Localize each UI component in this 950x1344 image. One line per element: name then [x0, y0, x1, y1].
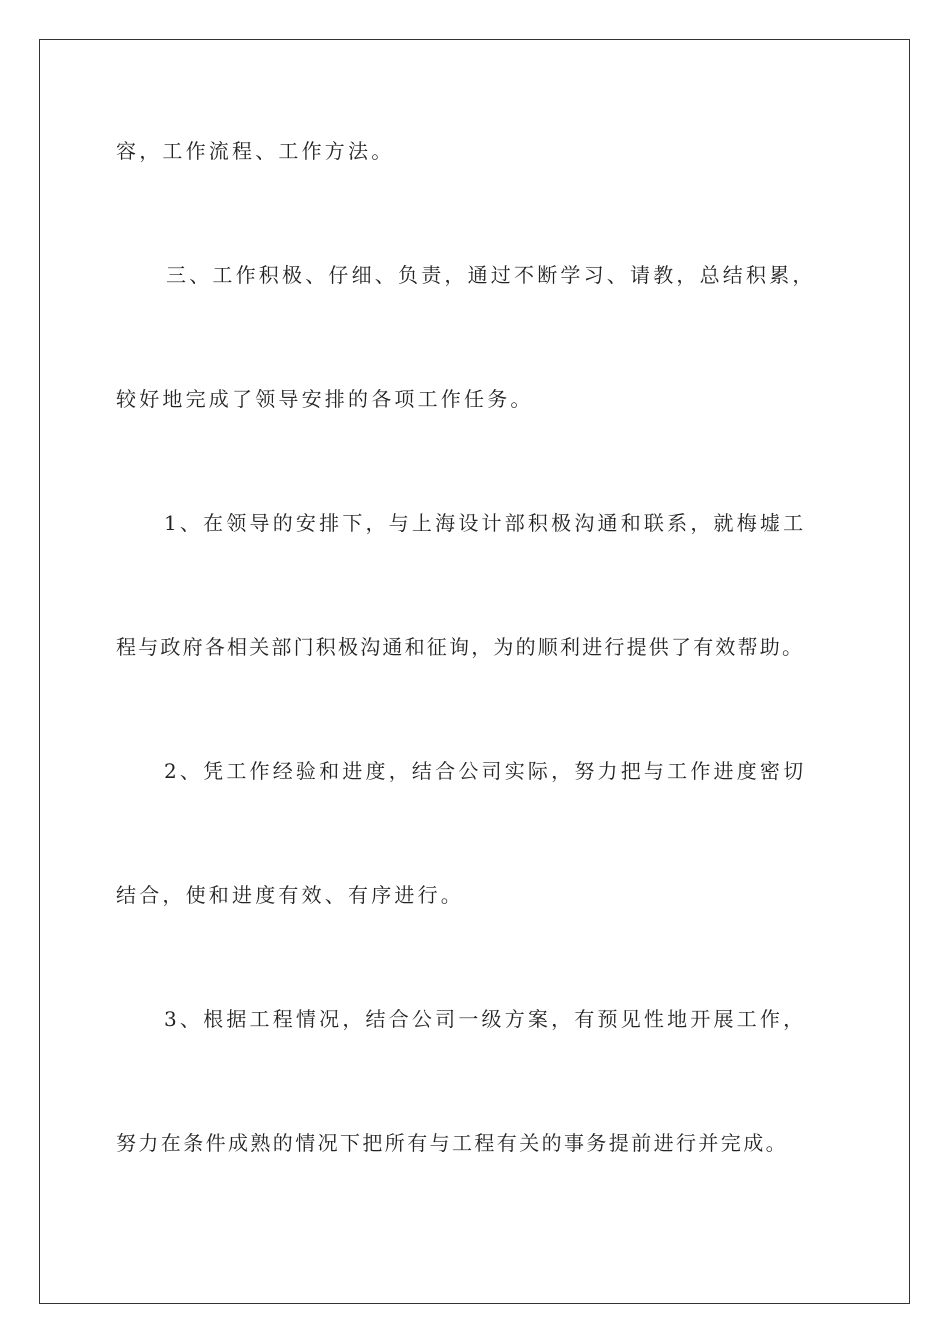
paragraph-heading-three: 三、工作积极、仔细、负责，通过不断学习、请教，总结积累， [166, 263, 816, 287]
text-line: 程与政府各相关部门积极沟通和征询，为的顺利进行提供了有效帮助。 [116, 635, 805, 659]
list-item-3: 3、根据工程情况，结合公司一级方案，有预见性地开展工作， [164, 1007, 807, 1031]
list-item-2: 2、凭工作经验和进度，结合公司实际，努力把与工作进度密切 [164, 759, 807, 783]
document-page [39, 39, 910, 1304]
text-line: 结合，使和进度有效、有序进行。 [116, 883, 464, 907]
text-line: 较好地完成了领导安排的各项工作任务。 [116, 387, 534, 411]
list-item-1: 1、在领导的安排下，与上海设计部积极沟通和联系，就梅墟工 [164, 511, 807, 535]
text-line: 容，工作流程、工作方法。 [116, 139, 395, 163]
text-line: 努力在条件成熟的情况下把所有与工程有关的事务提前进行并完成。 [116, 1131, 788, 1155]
